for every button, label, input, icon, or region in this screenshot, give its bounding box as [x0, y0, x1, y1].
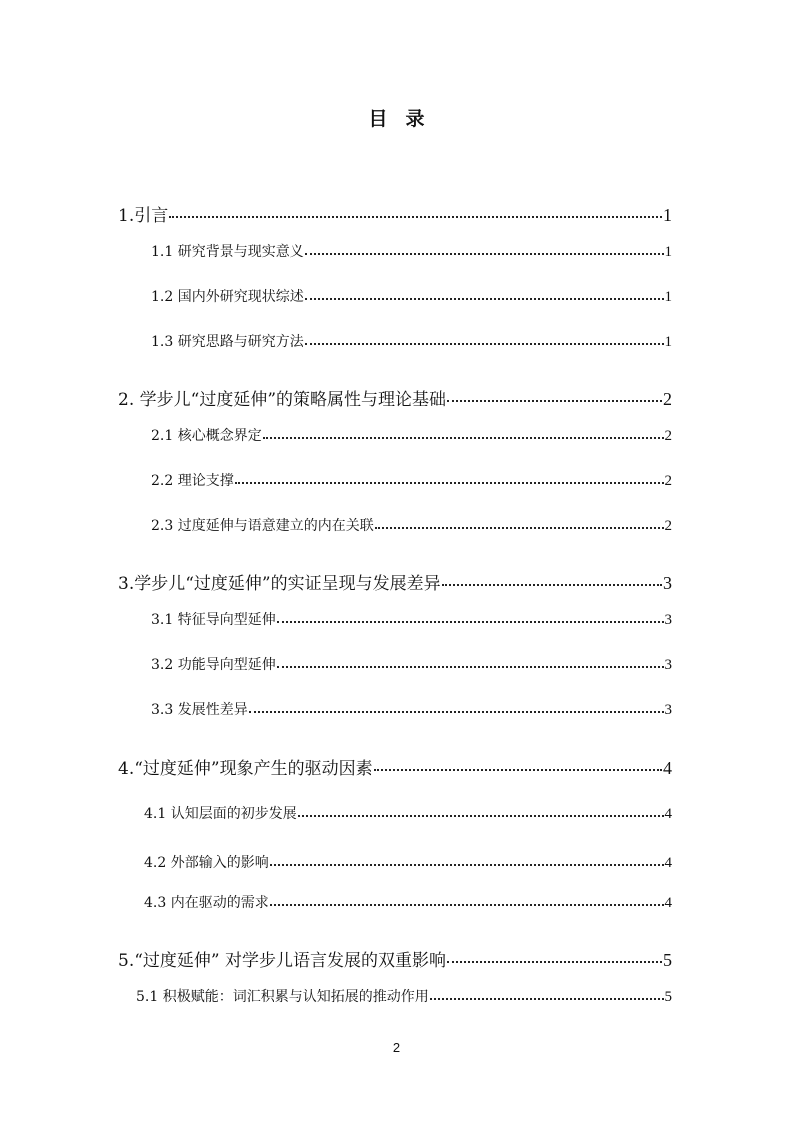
- toc-entry-number: 2.3: [151, 518, 174, 534]
- toc-entry-title: 过度延伸与语意建立的内在关联: [177, 518, 374, 534]
- dot-leader: [430, 998, 664, 1000]
- dot-leader: [169, 216, 662, 218]
- toc-entry-title: 研究背景与现实意义: [177, 244, 304, 260]
- dot-leader: [442, 584, 662, 586]
- dot-leader: [305, 343, 664, 345]
- toc-entry-page: 1: [664, 289, 672, 305]
- toc-entry-title: 国内外研究现状综述: [177, 289, 304, 305]
- toc-entry-page: 5: [663, 950, 672, 970]
- toc-entry-4-1[interactable]: [144, 803, 672, 823]
- toc-entry-page: 4: [664, 895, 672, 911]
- toc-entry-page: 5: [664, 989, 672, 1005]
- toc-entry-number: 2.1: [151, 428, 174, 444]
- dot-leader: [249, 711, 664, 713]
- dot-leader: [374, 769, 662, 771]
- toc-entry-number: 2.: [118, 390, 135, 410]
- footer-page-number: 2: [392, 1040, 401, 1055]
- dot-leader: [263, 437, 664, 439]
- toc-entry-2-3[interactable]: [151, 515, 672, 535]
- toc-entry-title: “过度延伸”现象产生的驱动因素: [134, 759, 373, 779]
- toc-entry-title: 理论支撑: [177, 473, 234, 489]
- toc-entry-1[interactable]: [118, 201, 672, 226]
- dot-leader: [375, 527, 664, 529]
- dot-leader: [277, 666, 664, 668]
- toc-entry-number: 4.3: [144, 895, 167, 911]
- toc-entry-3-1[interactable]: [151, 609, 672, 629]
- page-title: 目录: [368, 108, 443, 130]
- toc-entry-page: 2: [664, 518, 672, 534]
- toc-entry-number: 4.1: [144, 806, 167, 822]
- toc-entry-1-3[interactable]: [151, 331, 672, 351]
- toc-entry-number: 1.: [118, 206, 135, 226]
- toc-entry-number: 1.2: [151, 289, 174, 305]
- toc-entry-5-1[interactable]: [136, 986, 672, 1006]
- toc-entry-number: 3.1: [151, 612, 174, 628]
- toc-entry-title: 学步儿“过度延伸”的实证呈现与发展差异: [134, 574, 441, 594]
- toc-entry-2-2[interactable]: [151, 470, 672, 490]
- toc-entry-title: “过度延伸” 对学步儿语言发展的双重影响: [134, 951, 447, 971]
- toc-entry-1-1[interactable]: [151, 241, 672, 261]
- toc-entry-title: 学步儿“过度延伸”的策略属性与理论基础: [139, 390, 447, 410]
- dot-leader: [270, 864, 664, 866]
- toc-entry-number: 4.2: [144, 855, 167, 871]
- toc-entry-number: 5.1: [136, 989, 159, 1005]
- toc-entry-title: 特征导向型延伸: [177, 612, 276, 628]
- toc-entry-number: 4.: [118, 759, 135, 779]
- toc-entry-title: 引言: [134, 206, 169, 226]
- toc-entry-title: 外部输入的影响: [170, 855, 269, 871]
- toc-entry-2-1[interactable]: [151, 425, 672, 445]
- toc-entry-number: 1.1: [151, 244, 174, 260]
- toc-entry-2[interactable]: [118, 385, 672, 410]
- toc-entry-page: 3: [664, 702, 672, 718]
- toc-entry-number: 2.2: [151, 473, 174, 489]
- toc-entry-number: 5.: [118, 951, 135, 971]
- toc-entry-3-2[interactable]: [151, 654, 672, 674]
- dot-leader: [305, 253, 664, 255]
- dot-leader: [235, 482, 664, 484]
- toc-entry-page: 2: [663, 389, 672, 409]
- toc-entry-4[interactable]: [118, 754, 672, 779]
- toc-entry-page: 4: [664, 855, 672, 871]
- toc-entry-page: 3: [664, 612, 672, 628]
- toc-entry-page: 4: [664, 806, 672, 822]
- toc-entry-page: 2: [664, 473, 672, 489]
- toc-entry-page: 1: [664, 334, 672, 350]
- toc-entry-number: 3.: [118, 574, 135, 594]
- toc-entry-title: 积极赋能：词汇积累与认知拓展的推动作用: [162, 989, 429, 1005]
- toc-entry-page: 3: [663, 573, 672, 593]
- dot-leader: [447, 961, 662, 963]
- toc-entry-page: 4: [663, 758, 672, 778]
- toc-entry-title: 发展性差异: [177, 702, 248, 718]
- toc-entry-title: 核心概念界定: [177, 428, 262, 444]
- toc-entry-page: 2: [664, 428, 672, 444]
- toc-entry-1-2[interactable]: [151, 286, 672, 306]
- toc-entry-number: 3.3: [151, 702, 174, 718]
- toc-entry-title: 内在驱动的需求: [170, 895, 269, 911]
- toc-entry-4-3[interactable]: [144, 892, 672, 912]
- toc-entry-4-2[interactable]: [144, 852, 672, 872]
- toc-entry-title: 研究思路与研究方法: [177, 334, 304, 350]
- toc-entry-number: 1.3: [151, 334, 174, 350]
- toc-entry-title: 认知层面的初步发展: [170, 806, 297, 822]
- toc-entry-page: 1: [664, 244, 672, 260]
- toc-entry-number: 3.2: [151, 657, 174, 673]
- toc-entry-5[interactable]: [118, 946, 672, 971]
- dot-leader: [270, 904, 664, 906]
- toc-entry-title: 功能导向型延伸: [177, 657, 276, 673]
- toc-entry-3[interactable]: [118, 569, 672, 594]
- dot-leader: [447, 400, 662, 402]
- toc-entry-page: 3: [664, 657, 672, 673]
- toc-entry-3-3[interactable]: [151, 699, 672, 719]
- dot-leader: [305, 298, 664, 300]
- dot-leader: [277, 621, 664, 623]
- toc-entry-page: 1: [663, 205, 672, 225]
- dot-leader: [298, 815, 664, 817]
